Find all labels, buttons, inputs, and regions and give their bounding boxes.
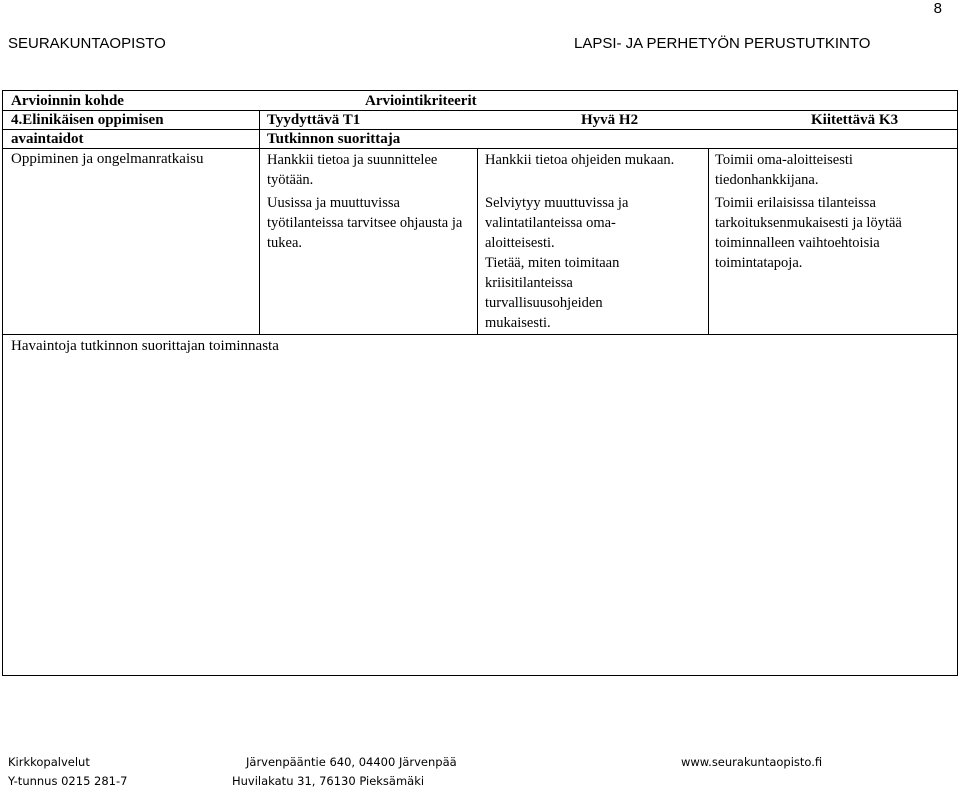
h2-criterion-1: Hankkii tietoa ohjeiden mukaan. <box>485 152 675 168</box>
assessment-table <box>2 90 958 676</box>
header-degree-title: LAPSI- JA PERHETYÖN PERUSTUTKINTO <box>574 35 871 52</box>
t1-criterion-2: Uusissa ja muuttuvissa työtilanteissa tarvitsee ohjausta ja tukea. <box>267 195 463 251</box>
k3-criterion-1: Toimii oma-aloitteisesti tiedonhankkijana. <box>715 152 853 188</box>
h2-criterion-2: Selviytyy muuttuvissa ja valintatilanteissa oma-aloitteisesti. <box>485 195 629 251</box>
assessment-target-header: Arvioinnin kohde <box>11 93 124 109</box>
competence-area-line2: avaintaidot <box>11 131 84 147</box>
observations-label: Havaintoja tutkinnon suorittajan toiminnasta <box>11 338 279 354</box>
level-k3-header: Kiitettävä K3 <box>811 112 899 128</box>
footer-address-2: Huvilakatu 31, 76130 Pieksämäki <box>232 774 425 787</box>
level-t1-header: Tyydyttävä T1 <box>267 112 361 128</box>
candidate-header: Tutkinnon suorittaja <box>267 131 401 147</box>
k3-criterion-2: Toimii erilaisissa tilanteissa tarkoituksenmukaisesti ja löytää toiminnalleen vaihtoehtoisia toimintatapoja. <box>715 195 902 271</box>
footer-website: www.seurakuntaopisto.fi <box>681 755 823 769</box>
assessment-target: Oppiminen ja ongelmanratkaisu <box>11 151 204 167</box>
footer-address-1: Järvenpääntie 640, 04400 Järvenpää <box>246 755 457 769</box>
t1-criterion-1: Hankkii tietoa ja suunnittelee työtään. <box>267 152 438 188</box>
footer-organization: Kirkkopalvelut <box>8 755 90 769</box>
level-h2-header: Hyvä H2 <box>581 112 639 128</box>
h2-criterion-3: Tietää, miten toimitaan kriisitilanteissa turvallisuusohjeiden mukaisesti. <box>485 255 620 331</box>
page-number: 8 <box>933 0 942 17</box>
competence-area-line1: 4.Elinikäisen oppimisen <box>11 112 164 128</box>
footer-business-id: Y-tunnus 0215 281-7 <box>8 774 128 787</box>
criteria-header: Arviointikriteerit <box>365 93 477 109</box>
header-organization: SEURAKUNTAOPISTO <box>8 35 166 52</box>
